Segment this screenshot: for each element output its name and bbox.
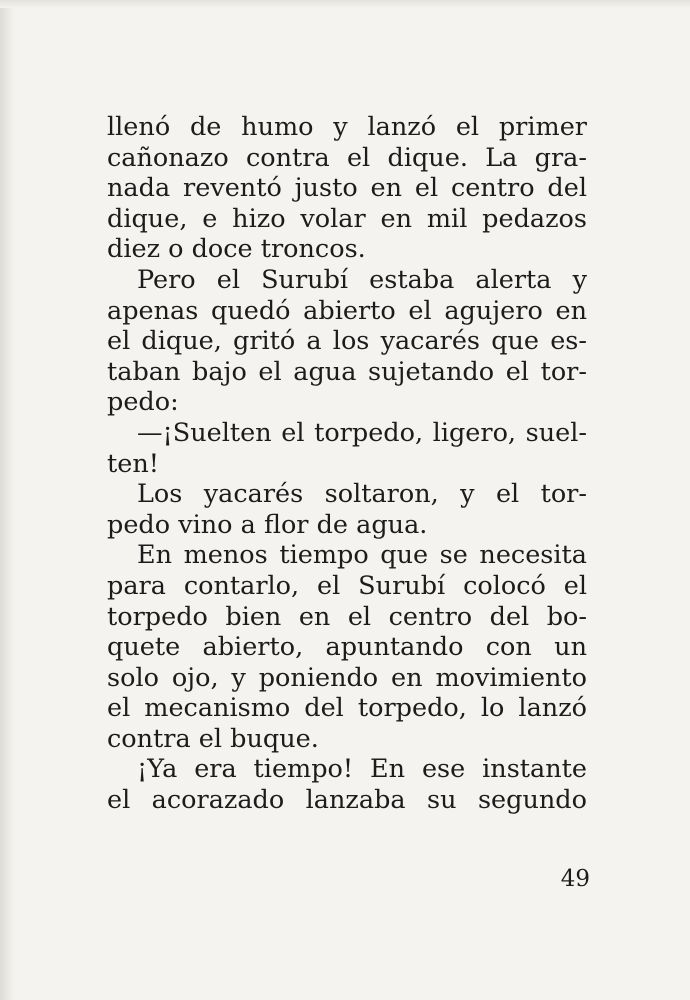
text-line: ¡Ya era tiempo! En ese instante (137, 754, 587, 785)
text-line: ten! (107, 448, 160, 479)
body-text (107, 112, 587, 816)
text-line: taban bajo el agua sujetando el tor- (107, 356, 587, 387)
text-line: contra el buque. (107, 723, 319, 754)
text-line: el mecanismo del torpedo, lo lanzó (107, 693, 587, 724)
text-line: pedo vino a flor de agua. (107, 509, 428, 540)
page-top-shadow (0, 0, 690, 8)
page-binding-shadow (0, 0, 14, 1000)
text-line: Pero el Surubí estaba alerta y (137, 264, 587, 295)
text-line: quete abierto, apuntando con un (107, 632, 587, 663)
text-line: apenas quedó abierto el agujero en (107, 295, 587, 326)
text-line: solo ojo, y poniendo en movimiento (107, 662, 587, 693)
text-line: para contarlo, el Surubí colocó el (107, 570, 587, 601)
text-line: llenó de humo y lanzó el primer (107, 112, 587, 142)
page-number: 49 (560, 866, 590, 892)
text-line: En menos tiempo que se necesita (137, 540, 587, 571)
text-line: el acorazado lanzaba su segundo (107, 785, 587, 816)
text-line: nada reventó justo en el centro del (107, 173, 587, 204)
text-line: dique, e hizo volar en mil pedazos (107, 203, 587, 234)
text-line: torpedo bien en el centro del bo- (107, 601, 587, 632)
text-line: Los yacarés soltaron, y el tor- (137, 479, 587, 510)
text-line: diez o doce troncos. (107, 234, 366, 265)
text-line: el dique, gritó a los yacarés que es- (107, 326, 587, 357)
text-line: cañonazo contra el dique. La gra- (107, 142, 587, 173)
text-line: pedo: (107, 387, 179, 418)
text-line: —¡Suelten el torpedo, ligero, suel- (137, 417, 587, 448)
